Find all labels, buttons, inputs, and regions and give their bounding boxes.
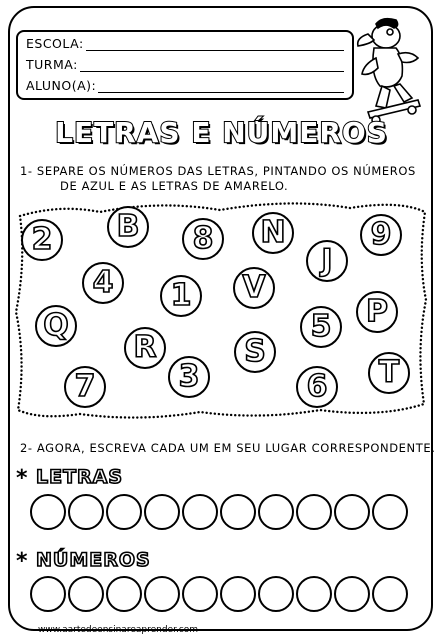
bubble-item[interactable] — [368, 352, 410, 394]
bubble-item[interactable] — [82, 262, 124, 304]
bubble-glyph: 8 — [192, 221, 214, 256]
class-label: TURMA: — [26, 57, 78, 72]
answer-circle[interactable] — [106, 576, 142, 612]
bubble-glyph: 9 — [370, 217, 392, 252]
bubble-item[interactable] — [234, 331, 276, 373]
answer-circle[interactable] — [296, 494, 332, 530]
answer-circle[interactable] — [144, 494, 180, 530]
bubble-glyph: 5 — [310, 309, 332, 344]
class-field[interactable] — [26, 57, 344, 72]
bubble-glyph: P — [366, 294, 388, 329]
answer-circle[interactable] — [30, 494, 66, 530]
bubble-item[interactable] — [124, 327, 166, 369]
instruction-one-line1: 1- SEPARE OS NÚMEROS DAS LETRAS, PINTANDO OS NÚMEROS — [20, 164, 416, 178]
answer-circle[interactable] — [182, 576, 218, 612]
answer-circle[interactable] — [220, 576, 256, 612]
bubble-item[interactable] — [356, 291, 398, 333]
instruction-one-line2: DE AZUL E AS LETRAS DE AMARELO. — [60, 179, 289, 193]
bubble-item[interactable] — [306, 240, 348, 282]
instruction-one — [20, 164, 416, 194]
bubble-item[interactable] — [64, 366, 106, 408]
bubble-item[interactable] — [233, 267, 275, 309]
bubble-item[interactable] — [296, 366, 338, 408]
bubble-glyph: 1 — [170, 278, 192, 313]
answer-circle[interactable] — [258, 494, 294, 530]
answer-circle[interactable] — [106, 494, 142, 530]
bubble-item[interactable] — [160, 275, 202, 317]
school-field[interactable] — [26, 36, 344, 51]
school-line[interactable] — [86, 38, 344, 51]
bubble-glyph: 6 — [306, 369, 328, 404]
bubble-glyph: T — [378, 355, 400, 390]
star-icon: * — [16, 466, 28, 491]
letters-answer-row — [30, 494, 408, 530]
bubble-item[interactable] — [21, 219, 63, 261]
answer-circle[interactable] — [334, 576, 370, 612]
bubble-item[interactable] — [252, 212, 294, 254]
bubble-glyph: N — [260, 215, 286, 250]
bubble-glyph: R — [133, 330, 157, 365]
answer-circle[interactable] — [30, 576, 66, 612]
bubble-item[interactable] — [107, 206, 149, 248]
student-info-box — [16, 30, 354, 100]
bubble-item[interactable] — [360, 214, 402, 256]
student-field[interactable] — [26, 78, 344, 93]
bubble-glyph: Q — [43, 308, 69, 343]
bubble-item[interactable] — [300, 306, 342, 348]
answer-circle[interactable] — [182, 494, 218, 530]
answer-circle[interactable] — [372, 494, 408, 530]
school-label: ESCOLA: — [26, 36, 84, 51]
bubble-glyph: V — [242, 270, 266, 305]
student-label: ALUNO(A): — [26, 78, 97, 93]
numbers-label: NÚMEROS — [36, 549, 151, 571]
bubble-glyph: 7 — [74, 369, 96, 404]
answer-circle[interactable] — [68, 494, 104, 530]
numbers-answer-row — [30, 576, 408, 612]
star-icon: * — [16, 549, 28, 574]
bubble-glyph: 2 — [31, 222, 53, 257]
bubble-item[interactable] — [168, 356, 210, 398]
bubble-glyph: J — [321, 243, 333, 278]
page-title: LETRAS E NÚMEROS — [55, 116, 388, 149]
answer-circle[interactable] — [296, 576, 332, 612]
answer-circle[interactable] — [334, 494, 370, 530]
bubble-glyph: 4 — [92, 265, 114, 300]
answer-circle[interactable] — [220, 494, 256, 530]
bubble-glyph: S — [244, 334, 266, 369]
letters-label: LETRAS — [36, 466, 124, 488]
instruction-two: 2- AGORA, ESCREVA CADA UM EM SEU LUGAR CORRESPONDENTE. — [20, 441, 436, 455]
student-line[interactable] — [98, 80, 344, 93]
duck-on-skateboard-icon — [346, 14, 426, 132]
class-line[interactable] — [80, 59, 344, 72]
bubble-item[interactable] — [182, 218, 224, 260]
answer-circle[interactable] — [144, 576, 180, 612]
answer-circle[interactable] — [372, 576, 408, 612]
bubble-glyph: B — [116, 209, 140, 244]
bubble-glyph: 3 — [178, 359, 200, 394]
answer-circle[interactable] — [258, 576, 294, 612]
bubble-item[interactable] — [35, 305, 77, 347]
answer-circle[interactable] — [68, 576, 104, 612]
footer-url: www.aartedeensinareaprender.com — [38, 625, 199, 635]
